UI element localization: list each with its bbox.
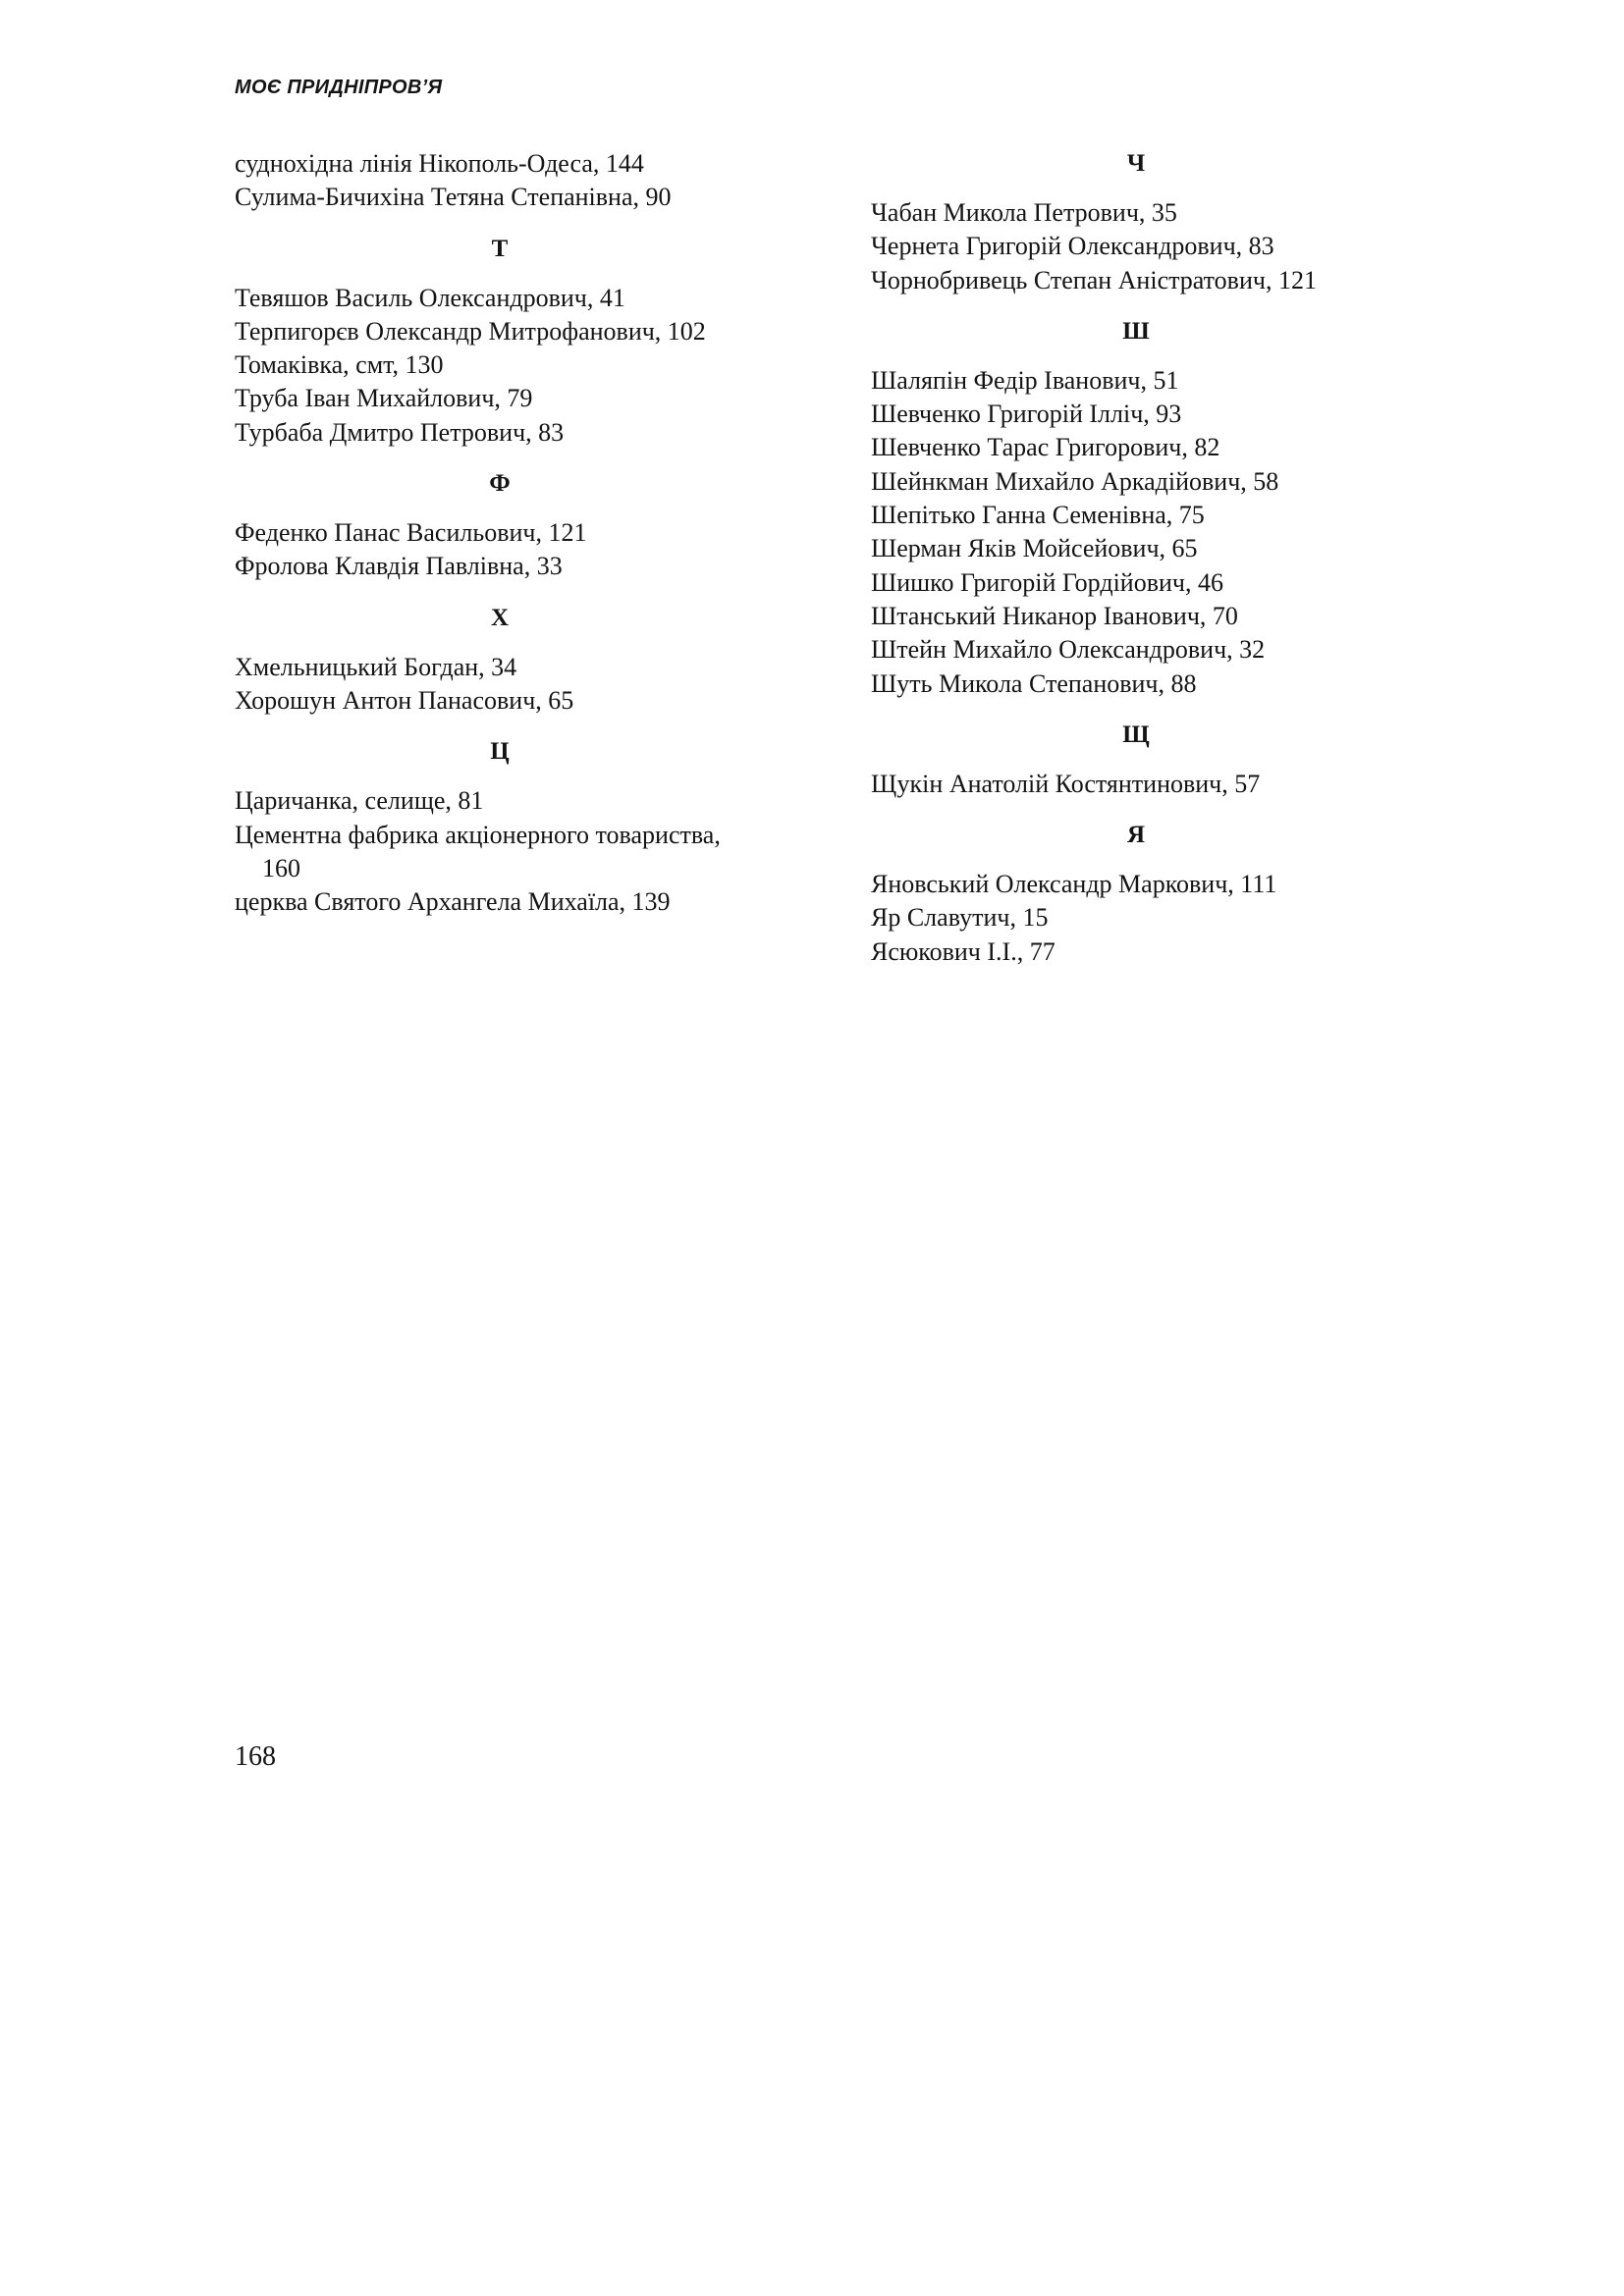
- index-entry: Ясюкович І.І., 77: [871, 936, 1056, 966]
- index-entry: Сулима-Бичихіна Тетяна Степанівна, 90: [235, 183, 672, 212]
- index-entry: Яновський Олександр Маркович, 111: [871, 870, 1277, 899]
- index-entry: Шейнкман Михайло Аркадійович, 58: [871, 466, 1279, 496]
- running-header: МОЄ ПРИДНІПРОВ’Я: [235, 77, 443, 98]
- index-entry: Фролова Клавдія Павлівна, 33: [235, 552, 563, 581]
- page-number: 168: [235, 1741, 276, 1772]
- index-entry: церква Святого Архангела Михаїла, 139: [235, 887, 671, 917]
- section-letter-f: Ф: [489, 470, 511, 498]
- index-entry: Шевченко Григорій Ілліч, 93: [871, 400, 1182, 429]
- section-letter-kh: Х: [490, 604, 510, 631]
- index-entry: Тевяшов Василь Олександрович, 41: [235, 283, 625, 312]
- index-entry: Томаківка, смт, 130: [235, 350, 444, 380]
- index-entry: Хмельницький Богдан, 34: [235, 652, 517, 681]
- section-letter-shch: Щ: [1122, 721, 1150, 748]
- index-entry: Хорошун Антон Панасович, 65: [235, 685, 574, 715]
- section-letter-ya: Я: [1126, 822, 1146, 849]
- index-entry: Чабан Микола Петрович, 35: [871, 198, 1177, 227]
- index-entry: Шерман Яків Мойсейович, 65: [871, 534, 1198, 563]
- section-letter-ch: Ч: [1126, 150, 1146, 177]
- index-entry: Шаляпін Федір Іванович, 51: [871, 365, 1179, 395]
- index-entry: суднохідна лінія Нікополь-Одеса, 144: [235, 149, 644, 178]
- index-entry: Феденко Панас Васильович, 121: [235, 518, 587, 548]
- index-entry: Шишко Григорій Гордійович, 46: [871, 567, 1223, 597]
- section-letter-sh: Ш: [1122, 317, 1150, 345]
- index-entry: Чернета Григорій Олександрович, 83: [871, 232, 1274, 261]
- index-entry: Щукін Анатолій Костянтинович, 57: [871, 769, 1261, 798]
- index-entry: Шуть Микола Степанович, 88: [871, 668, 1197, 698]
- section-letter-ts: Ц: [490, 738, 510, 766]
- index-entry: Чорнобривець Степан Аністратович, 121: [871, 265, 1317, 294]
- index-entry: Труба Іван Михайлович, 79: [235, 384, 533, 413]
- index-entry: Штейн Михайло Олександрович, 32: [871, 635, 1266, 665]
- index-entry: Царичанка, селище, 81: [235, 786, 484, 816]
- index-entry: Шепітько Ганна Семенівна, 75: [871, 501, 1205, 530]
- index-entry: Терпигорєв Олександр Митрофанович, 102: [235, 316, 706, 346]
- section-letter-t: Т: [491, 235, 509, 262]
- index-column-right: [871, 147, 1401, 969]
- index-entry: Турбаба Дмитро Петрович, 83: [235, 417, 565, 447]
- index-entry: Шевченко Тарас Григорович, 82: [871, 433, 1220, 462]
- index-column-left: [235, 147, 765, 919]
- index-entry: Штанський Никанор Іванович, 70: [871, 601, 1238, 630]
- index-entry: Яр Славутич, 15: [871, 903, 1049, 933]
- index-entry: Цементна фабрика акціонерного товариства, 160: [235, 820, 721, 882]
